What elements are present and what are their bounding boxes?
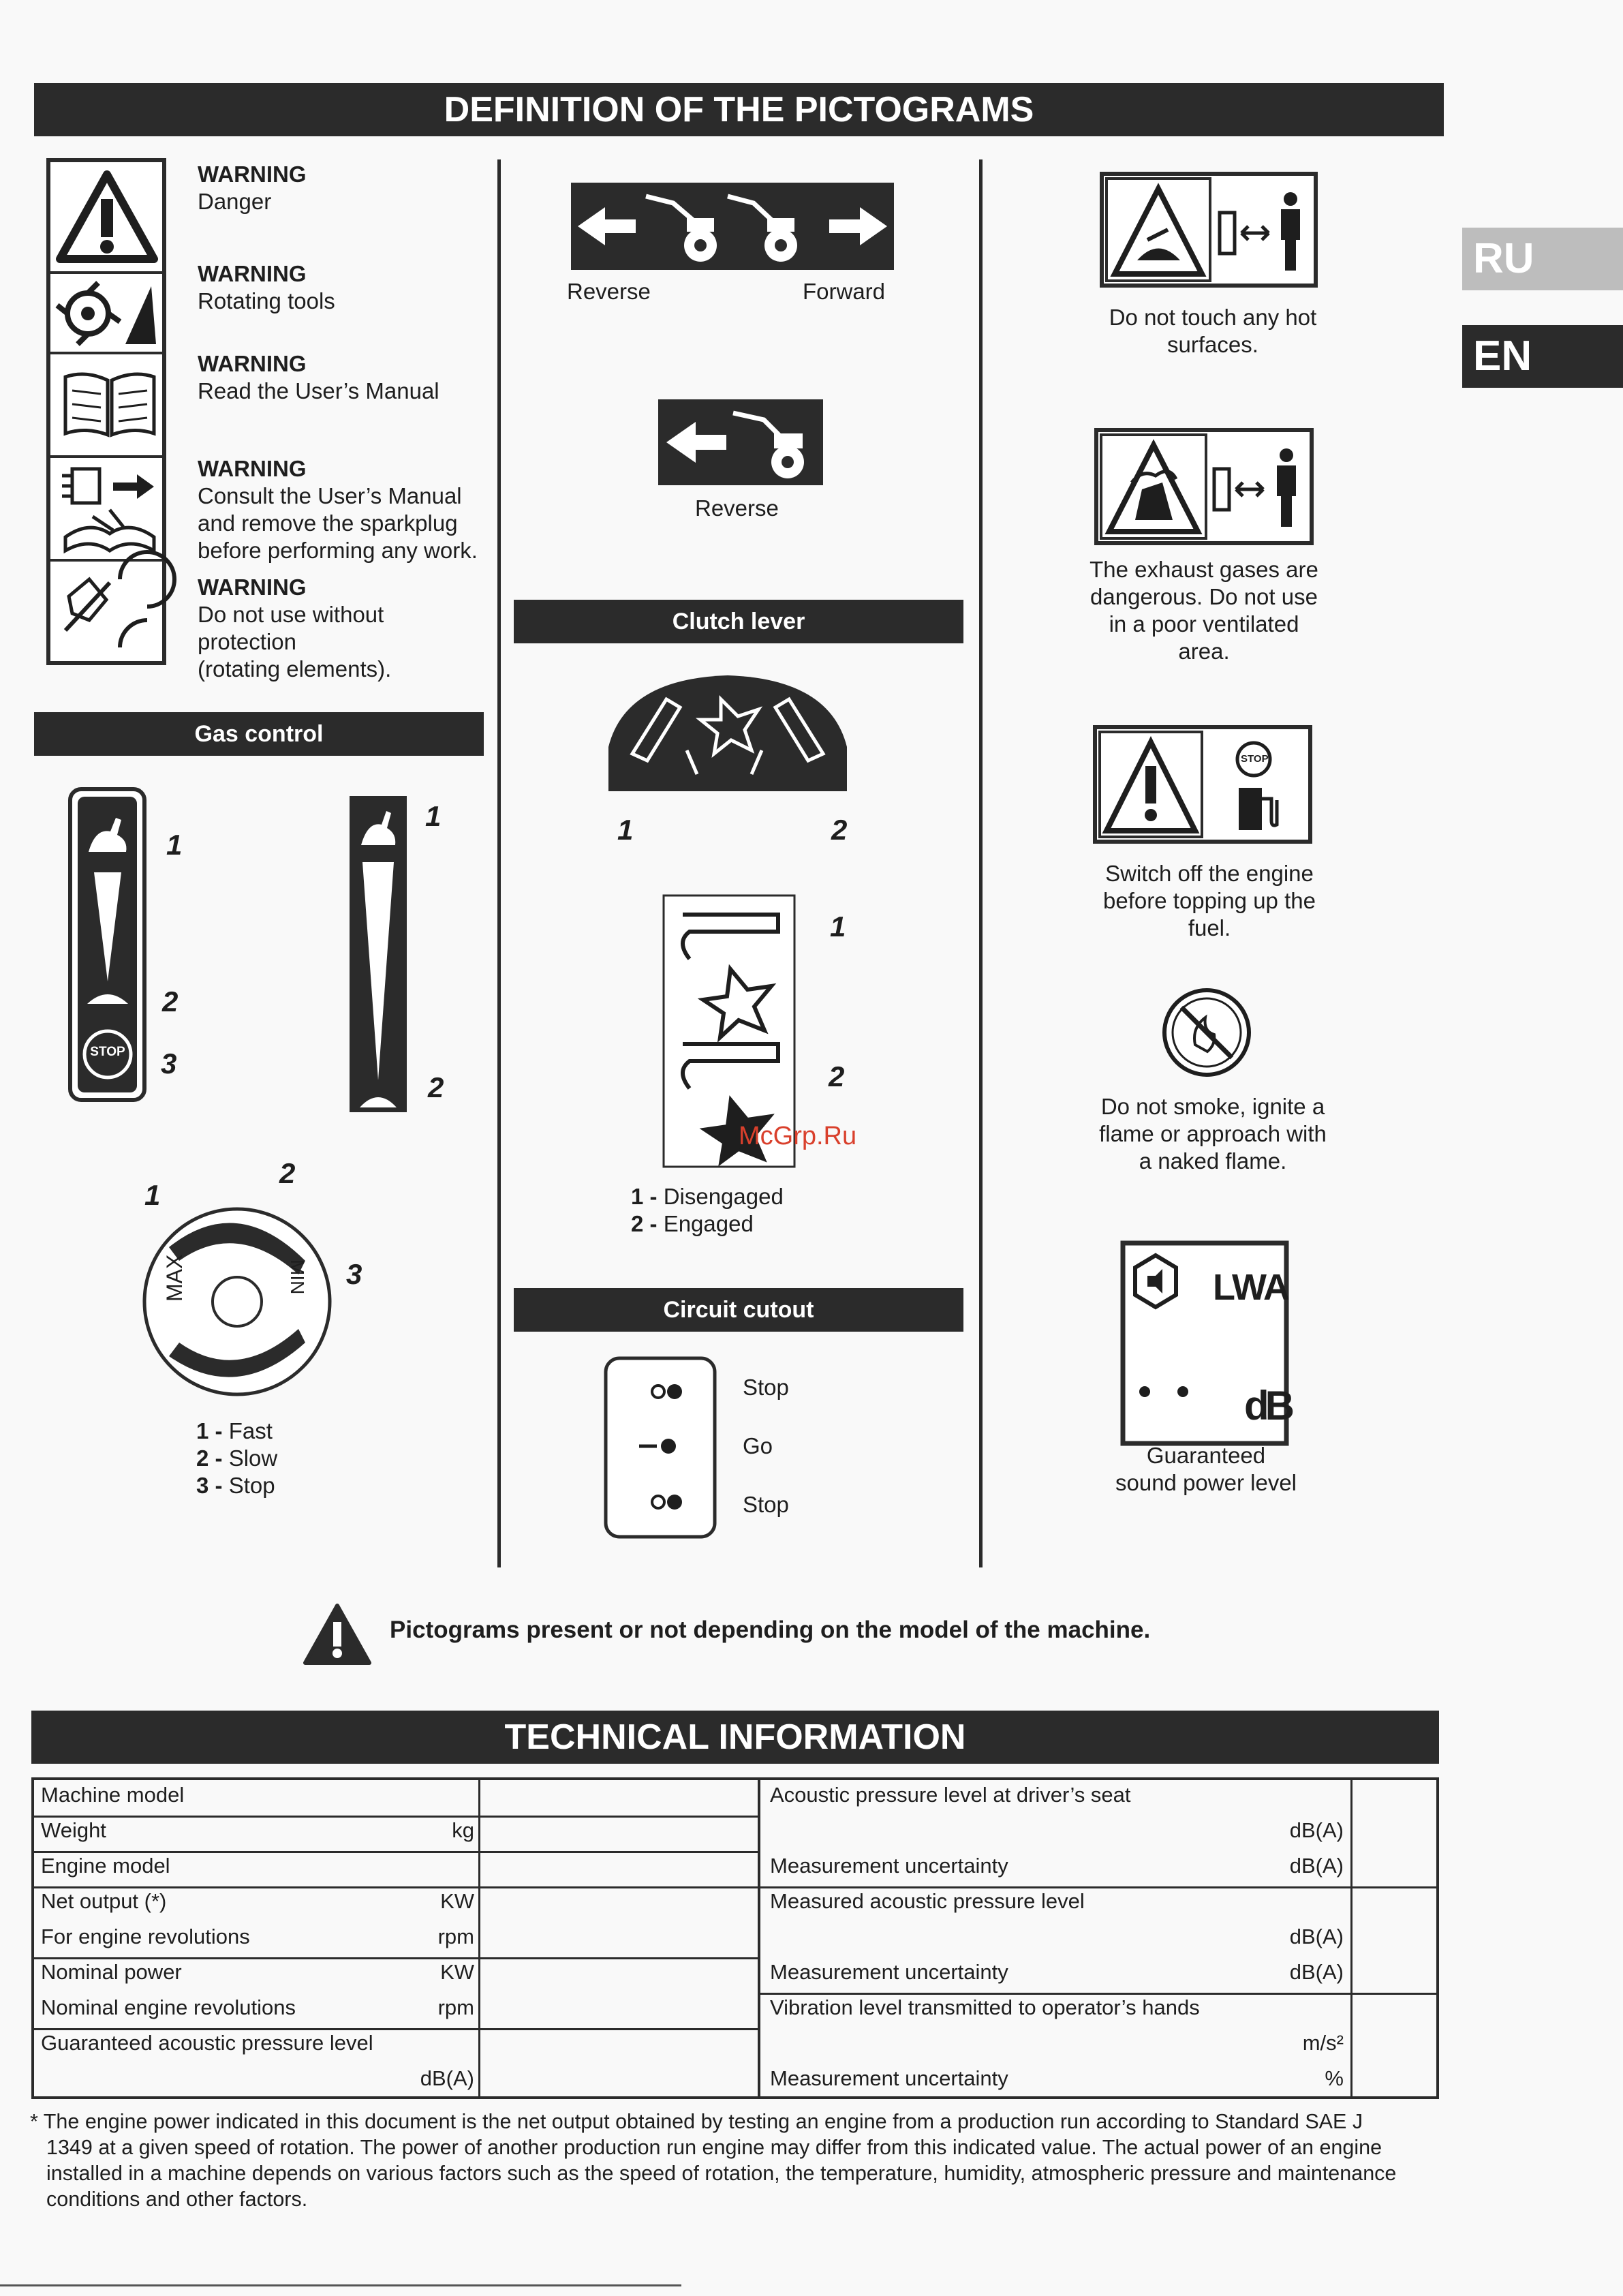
rotating-tools-icon <box>57 279 159 348</box>
warning-note-icon <box>303 1603 372 1666</box>
warning-title: WARNING <box>198 162 307 187</box>
tech-left-unit: KW <box>440 1889 474 1913</box>
tech-left-unit: KW <box>440 1960 474 1984</box>
warning-text: before performing any work. <box>198 538 478 563</box>
warning-text: Rotating tools <box>198 288 335 313</box>
warning-text: Read the User’s Manual <box>198 378 439 403</box>
fuel-stop-engine-icon <box>1093 725 1312 844</box>
tech-left-label: Net output (*) <box>41 1889 167 1913</box>
tech-col-divider <box>1350 1777 1352 2099</box>
clutch-side-num-1: 1 <box>830 910 846 943</box>
dial-num-1: 1 <box>144 1179 161 1211</box>
no-smoking-text: Do not smoke, ignite a flame or approach with a naked flame. <box>1099 1094 1327 1174</box>
clutch-side-num-2: 2 <box>829 1060 845 1092</box>
tech-right-unit: dB(A) <box>1289 1960 1344 1984</box>
fuel-text: Switch off the engine before topping up the fuel. <box>1103 861 1316 940</box>
tech-left-label: Machine model <box>41 1783 185 1807</box>
tech-right-unit: dB(A) <box>1289 1818 1344 1842</box>
tech-info-title: TECHNICAL INFORMATION <box>31 1711 1439 1764</box>
forward-label: Forward <box>803 279 886 304</box>
tab-en[interactable]: EN <box>1462 325 1623 388</box>
clutch-legend-item: 1 - Disengaged <box>631 1184 784 1209</box>
lever2-num-2: 2 <box>428 1071 444 1103</box>
gas-legend-item: 1 - Fast <box>196 1418 273 1443</box>
danger-triangle-icon <box>56 169 158 264</box>
gas-control-header: Gas control <box>34 712 484 756</box>
gas-legend <box>196 1418 277 1499</box>
db-label: dB <box>1244 1383 1290 1428</box>
tech-col-divider <box>478 1777 480 2099</box>
reverse-label-2: Reverse <box>695 495 779 521</box>
pictograms-note: Pictograms present or not depending on the model of the machine. <box>390 1617 1151 1643</box>
column-divider-1 <box>497 159 501 1567</box>
warning-text: Do not use without <box>198 602 384 627</box>
tech-left-label: Nominal engine revolutions <box>41 1995 296 2019</box>
warning-text: Danger <box>198 189 272 214</box>
warning-rotating-tools <box>198 260 335 315</box>
tech-left-unit: rpm <box>437 1925 474 1948</box>
tech-left-unit: dB(A) <box>420 2066 474 2090</box>
reverse-icon <box>658 399 823 485</box>
warning-protection <box>198 574 391 683</box>
lever1-stop-label: STOP <box>90 1045 125 1059</box>
warning-text: (rotating elements). <box>198 656 392 682</box>
lever1-num-3: 3 <box>161 1047 177 1080</box>
warning-title: WARNING <box>198 351 307 376</box>
hot-surface-text: Do not touch any hot surfaces. <box>1109 305 1317 357</box>
fuel-stop-label: STOP <box>1241 753 1269 765</box>
tech-right-label: Measurement uncertainty <box>770 1854 1008 1878</box>
reverse-forward-icon <box>571 183 894 270</box>
clutch-lever-header: Clutch lever <box>514 600 963 643</box>
warning-title: WARNING <box>198 575 307 600</box>
tech-left-label: Nominal power <box>41 1960 182 1984</box>
warning-title: WARNING <box>198 456 307 481</box>
dial-max-label: MAX <box>162 1254 187 1302</box>
tech-right-unit: dB(A) <box>1289 1854 1344 1878</box>
circuit-cutout-header: Circuit cutout <box>514 1288 963 1332</box>
tech-right-label: Measurement uncertainty <box>770 1960 1008 1984</box>
throttle-lever-2-icon <box>347 794 409 1114</box>
warning-read-manual <box>198 350 439 405</box>
exhaust-gas-icon <box>1094 428 1314 545</box>
lwa-label: LWA <box>1213 1267 1288 1308</box>
tech-left-label: Weight <box>41 1818 106 1842</box>
circuit-stop-1: Stop <box>743 1375 789 1400</box>
circuit-stop-2: Stop <box>743 1492 789 1517</box>
manual-sparkplug-icon <box>59 462 161 557</box>
dial-num-2: 2 <box>279 1157 296 1189</box>
tech-right-label: Acoustic pressure level at driver’s seat <box>770 1783 1131 1807</box>
tech-right-label: Measurement uncertainty <box>770 2066 1008 2090</box>
column-divider-2 <box>979 159 983 1567</box>
tech-right-unit: m/s² <box>1302 2031 1344 2055</box>
lever2-num-1: 1 <box>425 800 442 832</box>
sound-power-text: Guaranteed sound power level <box>1115 1443 1297 1495</box>
tech-footnote: * The engine power indicated in this document is the net output obtained by testing an engine from a production run according to Standard SAE J 1349 at a given speed of rotation. The power of another production run engine may differ from this indicated value. The actual power of an engine installed in a machine depends on various factors such as the speed of rotation, the temperature, humidity, atmospheric pressure and maintenance conditions and other factors. <box>30 2110 1397 2211</box>
tech-left-unit: rpm <box>437 1995 474 2019</box>
clutch-lever-icon <box>605 672 850 793</box>
no-unprotected-rotating-icon <box>59 566 161 661</box>
warning-consult-manual <box>198 455 478 564</box>
warning-danger <box>198 161 307 215</box>
warning-text: protection <box>198 629 296 654</box>
tab-ru[interactable]: RU <box>1462 228 1623 290</box>
dial-min-label: MIN <box>287 1259 308 1295</box>
reverse-label: Reverse <box>567 279 651 304</box>
circuit-go: Go <box>743 1433 773 1458</box>
clutch-legend-item: 2 - Engaged <box>631 1211 754 1236</box>
tech-left-unit: kg <box>452 1818 474 1842</box>
tech-right-label: Vibration level transmitted to operator’s hands <box>770 1995 1200 2019</box>
pictograms-title: DEFINITION OF THE PICTOGRAMS <box>34 83 1444 136</box>
exhaust-gas-text: The exhaust gases are dangerous. Do not use in a poor ventilated area. <box>1089 557 1318 664</box>
dial-num-3: 3 <box>346 1258 362 1290</box>
tech-right-label: Measured acoustic pressure level <box>770 1889 1085 1913</box>
lever1-num-2: 2 <box>162 985 179 1017</box>
page-bottom-rule <box>0 2284 681 2286</box>
tech-left-label: Engine model <box>41 1854 170 1878</box>
tech-right-unit: % <box>1325 2066 1344 2090</box>
warning-strip <box>46 158 166 665</box>
tech-left-label: Guaranteed acoustic pressure level <box>41 2031 373 2055</box>
circuit-switch-icon <box>604 1356 717 1539</box>
warning-text: and remove the sparkplug <box>198 510 458 536</box>
clutch-num-2: 2 <box>831 814 848 846</box>
tech-right-unit: dB(A) <box>1289 1925 1344 1948</box>
gas-legend-item: 2 - Slow <box>196 1445 278 1471</box>
hot-surface-icon <box>1100 172 1318 288</box>
clutch-num-1: 1 <box>617 814 634 846</box>
no-smoking-icon <box>1161 987 1252 1078</box>
lever1-num-1: 1 <box>166 829 183 861</box>
book-icon <box>59 367 161 442</box>
warning-text: Consult the User’s Manual <box>198 483 462 508</box>
clutch-legend <box>631 1183 784 1238</box>
gas-legend-item: 3 - Stop <box>196 1473 275 1498</box>
tech-left-label: For engine revolutions <box>41 1925 250 1948</box>
watermark: McGrp.Ru <box>739 1122 857 1150</box>
warning-title: WARNING <box>198 261 307 286</box>
throttle-dial-icon <box>142 1206 333 1397</box>
tech-col-divider <box>758 1777 760 2099</box>
